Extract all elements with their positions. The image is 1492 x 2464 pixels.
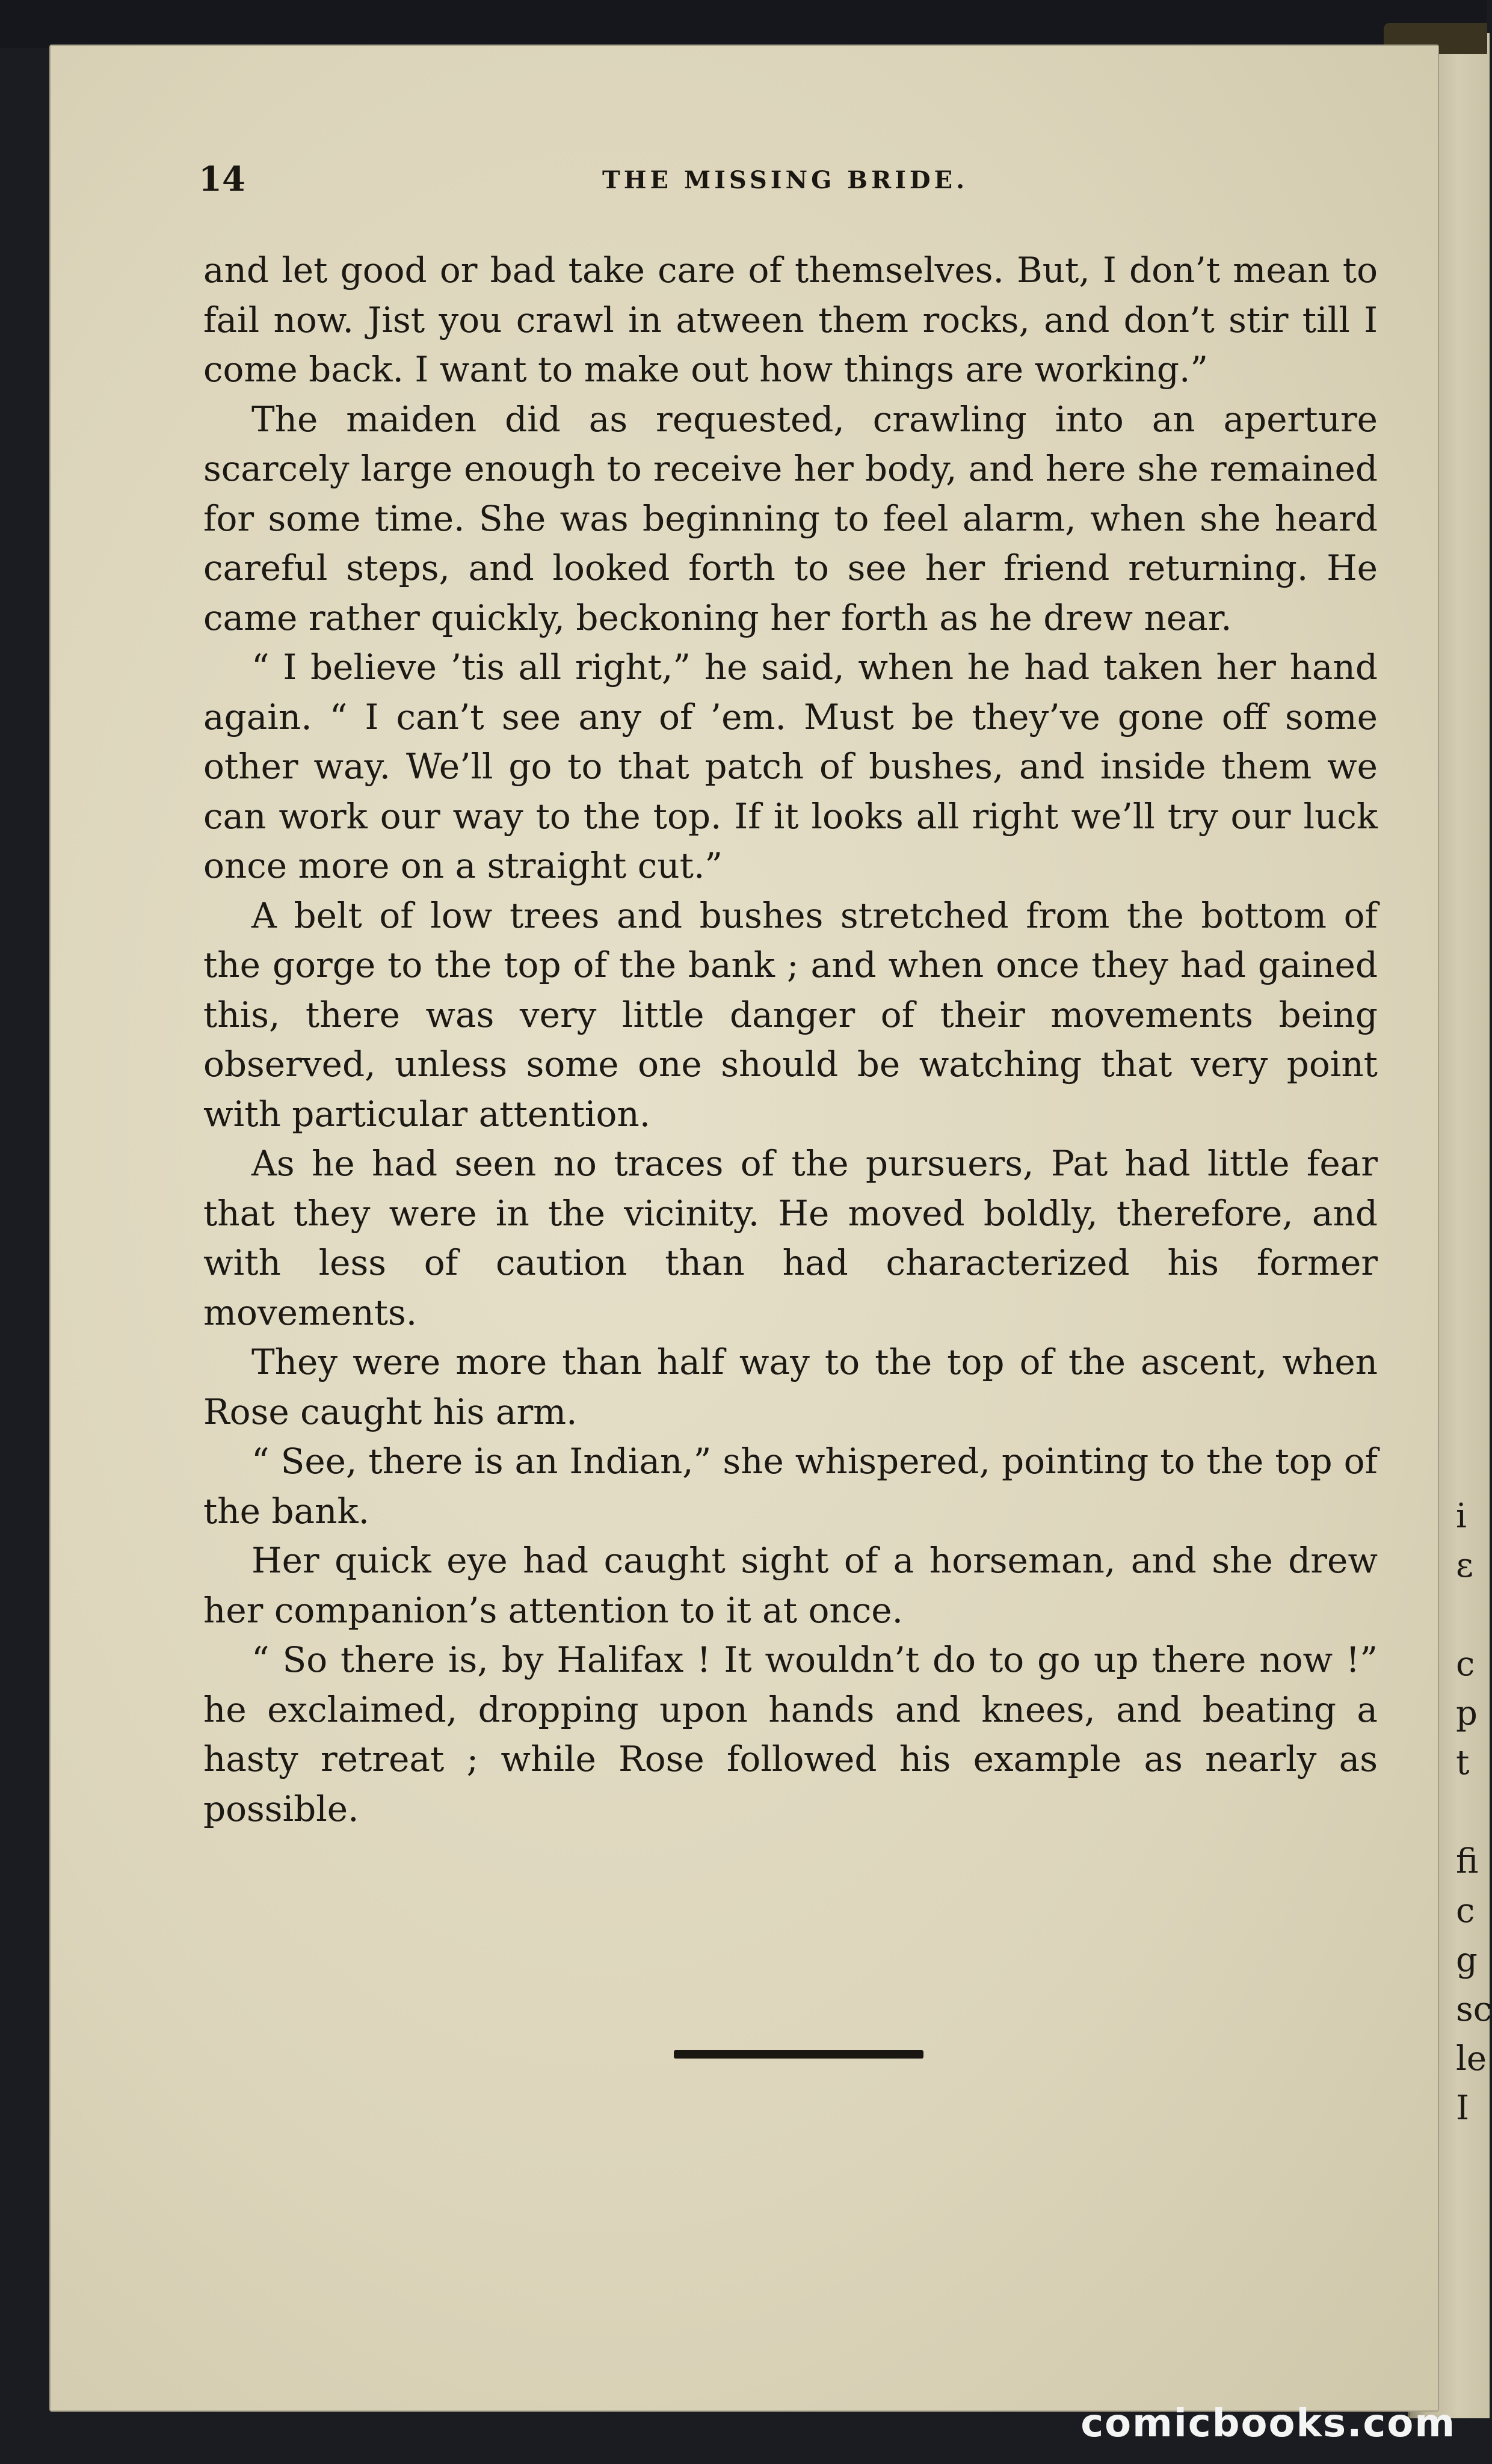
paragraph: “ So there is, by Halifax ! It wouldn’t do to go up there now !” he exclaimed, dropping upon hands and knees, and beating a hasty retreat ; while Rose followed his example as nearly as possible. (203, 1639, 1378, 1829)
paragraph: They were more than half way to the top of the ascent, when Rose caught his arm. (203, 1341, 1378, 1432)
next-page-fragment (1456, 1591, 1487, 1640)
paragraph: The maiden did as requested, crawling into an aperture scarcely large enough to receive her body, and here she remained for some time. She was beginning to feel alarm, when she heard careful steps, and looked forth to see her friend returning. He came rather quickly, beckoning her forth as he drew near. (203, 398, 1378, 638)
next-page-fragment: c (1456, 1645, 1475, 1684)
next-page-fragment: t (1456, 1743, 1470, 1782)
next-page-fragment: g (1456, 1941, 1478, 1980)
paragraph: “ See, there is an Indian,” she whispered, pointing to the top of the bank. (203, 1441, 1378, 1532)
body-text (203, 245, 1378, 1834)
next-page-text (1456, 1492, 1492, 2133)
page-number: 14 (199, 159, 245, 199)
next-page-fragment: le (1456, 2039, 1487, 2078)
watermark: comicbooks.com (1080, 2401, 1456, 2446)
page-header (199, 161, 1372, 197)
next-page-fragment: i (1456, 1497, 1467, 1536)
paragraph: As he had seen no traces of the pursuers, Pat had little fear that they were in the vicinity. He moved boldly, therefore, and with less of caution than had characterized his former movements. (203, 1143, 1378, 1333)
paragraph: A belt of low trees and bushes stretched from the bottom of the gorge to the top of the bank ; and when once they had gained this, there was very little danger of their movements being observed, unless some one should be watching that very point with particular attention. (203, 895, 1378, 1135)
next-page-fragment: fi (1456, 1842, 1479, 1881)
next-page-fragment: c (1456, 1891, 1475, 1930)
section-end-rule (674, 2050, 923, 2059)
paragraph: “ I believe ’tis all right,” he said, when he had taken her hand again. “ I can’t see any of ’em. Must be they’ve gone off some other way. We’ll go to that patch of bushes, and inside them we can work our way to the top. If it looks all right we’ll try our luck once more on a straight cut.” (203, 647, 1378, 886)
next-page-fragment: sc (1456, 1990, 1492, 2029)
scan-background (0, 0, 1487, 48)
next-page-fragment: I (1456, 2089, 1470, 2128)
running-title: THE MISSING BRIDE. (602, 166, 969, 194)
next-page-fragment (1456, 1788, 1487, 1837)
paragraph: Her quick eye had caught sight of a horseman, and she drew her companion’s attention to it at once. (203, 1540, 1378, 1631)
next-page-fragment: ε (1456, 1546, 1474, 1585)
next-page-fragment: p (1456, 1694, 1478, 1733)
paragraph: and let good or bad take care of themselves. But, I don’t mean to fail now. Jist you crawl in atween them rocks, and don’t stir till I come back. I want to make out how things are working.” (203, 250, 1378, 390)
